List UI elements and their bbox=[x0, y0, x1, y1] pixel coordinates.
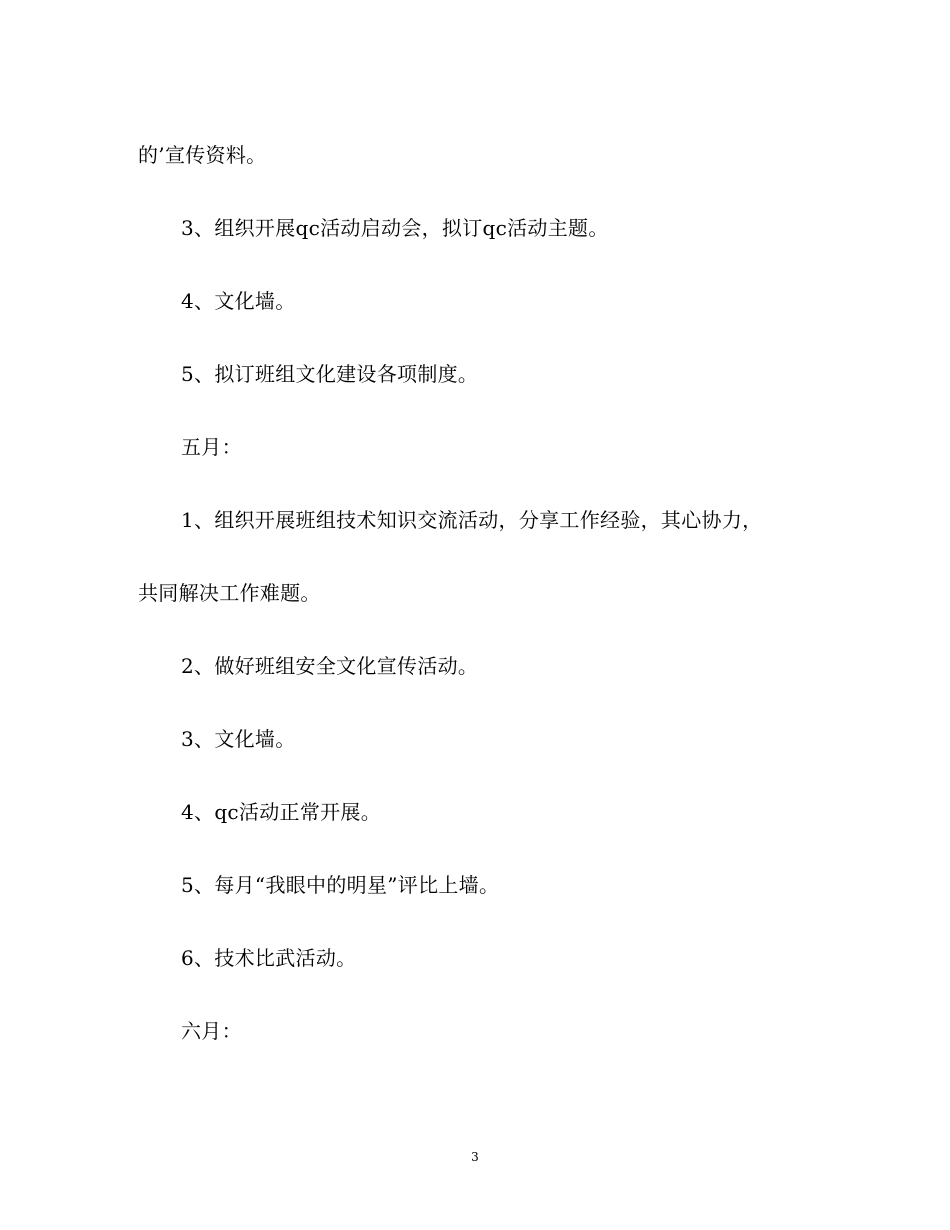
list-item: 5、拟订班组文化建设各项制度。 bbox=[181, 362, 479, 386]
section-heading-june: 六月： bbox=[181, 1019, 242, 1043]
list-item: 1、组织开展班组技术知识交流活动，分享工作经验，其心协力， bbox=[181, 508, 763, 532]
section-heading-may: 五月： bbox=[181, 435, 242, 459]
paragraph-continuation: 的’宣传资料。 bbox=[138, 143, 267, 167]
paragraph-continuation: 共同解决工作难题。 bbox=[138, 581, 321, 605]
list-item: 6、技术比武活动。 bbox=[181, 946, 357, 970]
list-item: 4、qc活动正常开展。 bbox=[181, 800, 382, 824]
list-item: 3、组织开展qc活动启动会，拟订qc活动主题。 bbox=[181, 216, 609, 240]
list-item: 4、文化墙。 bbox=[181, 289, 296, 313]
page-number: 3 bbox=[471, 1150, 479, 1164]
list-item: 3、文化墙。 bbox=[181, 727, 296, 751]
list-item: 2、做好班组安全文化宣传活动。 bbox=[181, 654, 479, 678]
list-item: 5、每月“我眼中的明星”评比上墙。 bbox=[181, 873, 500, 897]
